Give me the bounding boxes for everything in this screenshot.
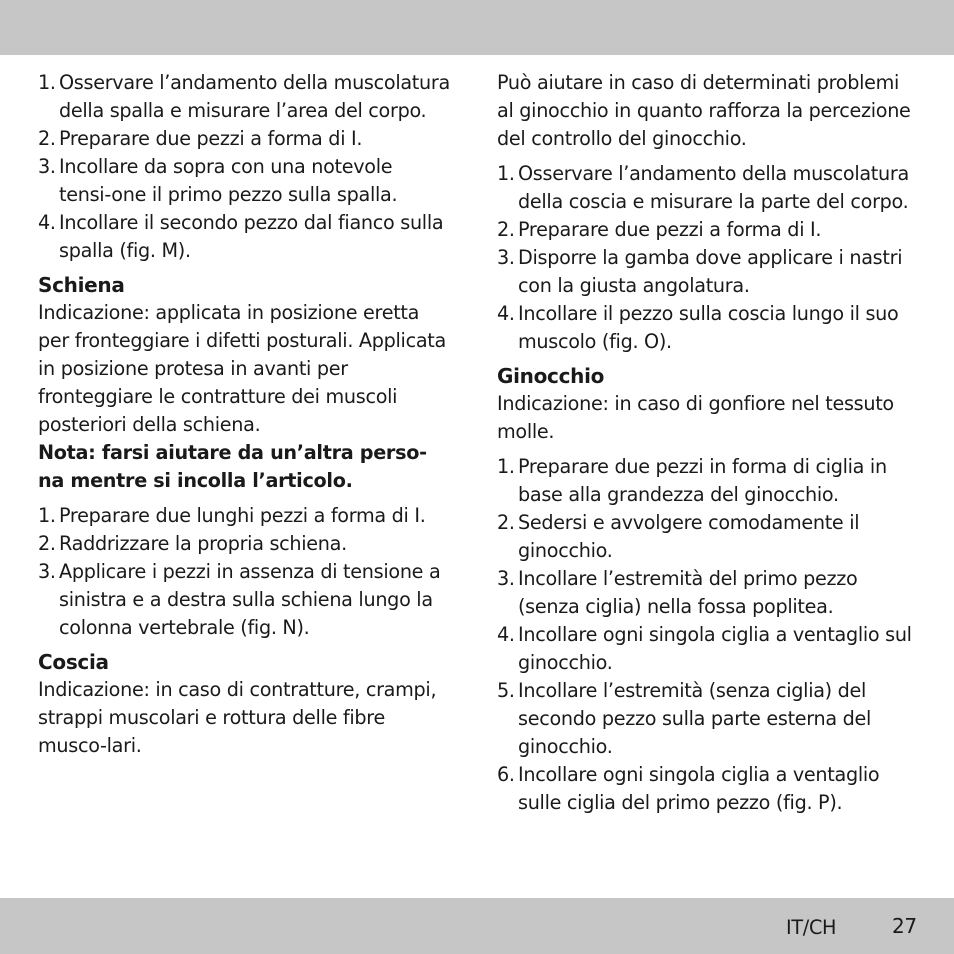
- list-number: 2.: [38, 532, 56, 555]
- list-item: [38, 209, 450, 265]
- coscia-indication: Indicazione: in caso di contratture, crampi, strappi muscolari e rottura delle fibre musco-lari.: [38, 678, 437, 757]
- right-column: [497, 69, 917, 817]
- list-item: [497, 761, 917, 817]
- list-item: [497, 453, 917, 509]
- list-number: 2.: [38, 127, 56, 150]
- list-item: [497, 677, 917, 761]
- list-text: Incollare il pezzo sulla coscia lungo il suo muscolo (fig. O).: [518, 302, 899, 353]
- ginocchio-indication: Indicazione: in caso di gonfiore nel tessuto molle.: [497, 392, 894, 443]
- list-text: Preparare due pezzi a forma di I.: [59, 127, 363, 150]
- list-number: 2.: [497, 511, 515, 534]
- list-number: 3.: [38, 155, 56, 178]
- section-heading-ginocchio: Ginocchio: [497, 364, 605, 388]
- list-text: Osservare l’andamento della muscolatura della coscia e misurare la parte del corpo.: [518, 162, 909, 213]
- list-item: [497, 565, 917, 621]
- section-heading-schiena: Schiena: [38, 273, 125, 297]
- list-text: Incollare ogni singola ciglia a ventaglio sul ginocchio.: [518, 623, 912, 674]
- list-item: [497, 216, 917, 244]
- thigh-steps-list: [497, 160, 917, 356]
- shoulder-steps-list: [38, 69, 450, 265]
- list-text: Sedersi e avvolgere comodamente il ginocchio.: [518, 511, 860, 562]
- list-number: 3.: [497, 567, 515, 590]
- schiena-indication: Indicazione: applicata in posizione eretta per fronteggiare i difetti posturali. Applicata in posizione protesa in avanti per fronteggiare le contratture dei muscoli posteriori della schiena.: [38, 301, 446, 436]
- list-text: Incollare l’estremità del primo pezzo (senza ciglia) nella fossa poplitea.: [518, 567, 858, 618]
- list-text: Preparare due pezzi a forma di I.: [518, 218, 822, 241]
- footer-locale: IT/CH: [786, 916, 837, 939]
- list-number: 1.: [38, 504, 56, 527]
- list-item: [497, 509, 917, 565]
- list-text: Raddrizzare la propria schiena.: [59, 532, 347, 555]
- section-heading-coscia: Coscia: [38, 650, 109, 674]
- list-text: Osservare l’andamento della muscolatura della spalla e misurare l’area del corpo.: [59, 71, 450, 122]
- list-number: 5.: [497, 679, 515, 702]
- list-text: Disporre la gamba dove applicare i nastri con la giusta angolatura.: [518, 246, 903, 297]
- list-item: [38, 125, 450, 153]
- list-text: Incollare l’estremità (senza ciglia) del secondo pezzo sulla parte esterna del ginocchio.: [518, 679, 872, 758]
- list-text: Preparare due pezzi in forma di ciglia in base alla grandezza del ginocchio.: [518, 455, 887, 506]
- list-text: Preparare due lunghi pezzi a forma di I.: [59, 504, 426, 527]
- schiena-steps-list: [38, 502, 450, 642]
- list-number: 3.: [497, 246, 515, 269]
- schiena-note: Nota: farsi aiutare da un’altra perso-na mentre si incolla l’articolo.: [38, 441, 427, 492]
- list-number: 4.: [38, 211, 56, 234]
- list-item: [38, 530, 450, 558]
- list-item: [38, 69, 450, 125]
- list-text: Applicare i pezzi in assenza di tensione a sinistra e a destra sulla schiena lungo la colonna vertebrale (fig. N).: [59, 560, 441, 639]
- page-number: 27: [892, 914, 917, 938]
- list-text: Incollare il secondo pezzo dal fianco sulla spalla (fig. M).: [59, 211, 444, 262]
- left-column: [38, 69, 450, 760]
- list-number: 1.: [497, 455, 515, 478]
- ginocchio-steps-list: [497, 453, 917, 817]
- list-item: [38, 153, 450, 209]
- list-number: 6.: [497, 763, 515, 786]
- list-item: [497, 160, 917, 216]
- list-item: [38, 502, 450, 530]
- list-number: 1.: [38, 71, 56, 94]
- list-item: [497, 244, 917, 300]
- knee-intro: Può aiutare in caso di determinati problemi al ginocchio in quanto rafforza la percezione del controllo del ginocchio.: [497, 71, 911, 150]
- list-number: 1.: [497, 162, 515, 185]
- list-number: 2.: [497, 218, 515, 241]
- list-number: 4.: [497, 623, 515, 646]
- list-text: Incollare da sopra con una notevole tensi-one il primo pezzo sulla spalla.: [59, 155, 398, 206]
- list-number: 4.: [497, 302, 515, 325]
- list-item: [497, 300, 917, 356]
- header-bar: [0, 0, 954, 55]
- list-item: [38, 558, 450, 642]
- list-item: [497, 621, 917, 677]
- list-text: Incollare ogni singola ciglia a ventaglio sulle ciglia del primo pezzo (fig. P).: [518, 763, 880, 814]
- list-number: 3.: [38, 560, 56, 583]
